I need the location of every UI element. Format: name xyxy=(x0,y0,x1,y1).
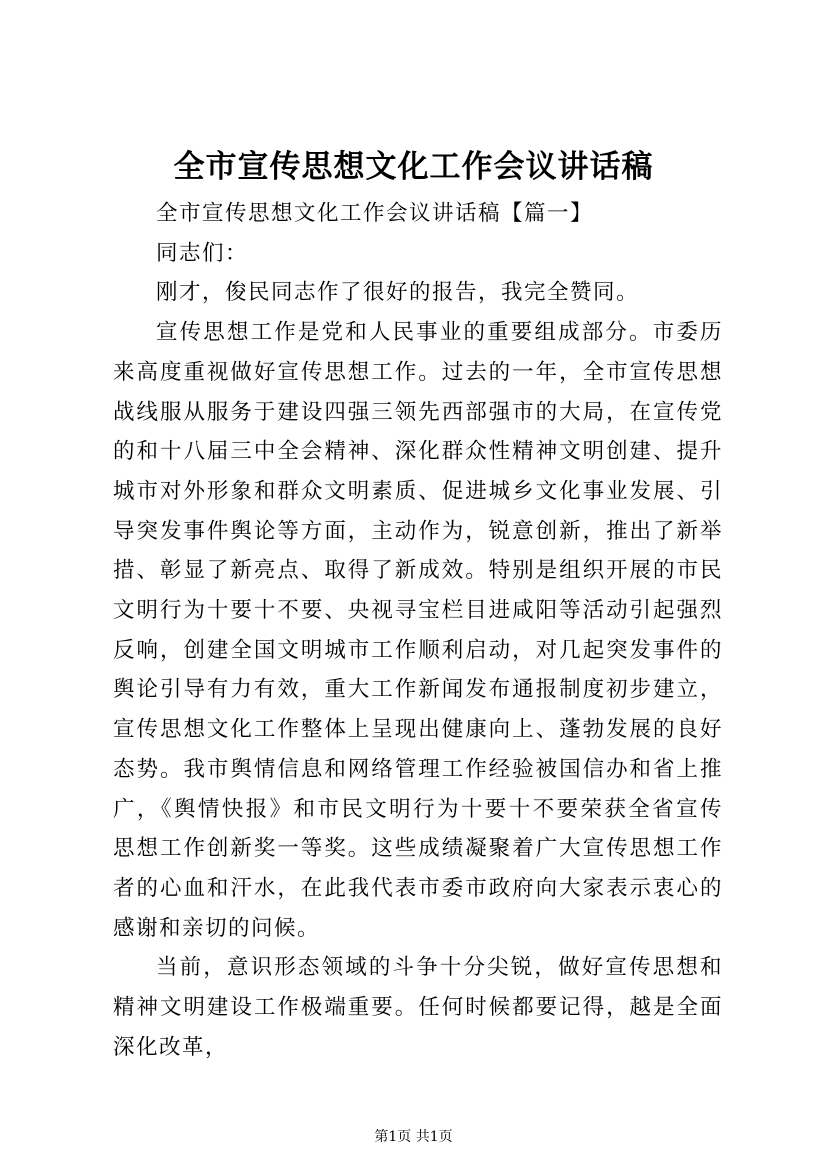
document-body xyxy=(113,194,723,1067)
page-number-footer: 第1页 共1页 xyxy=(374,1129,453,1145)
paragraph-current-situation: 当前，意识形态领域的斗争十分尖锐，做好宣传思想和精神文明建设工作极端重要。任何时候都要记得，越是全面深化改革， xyxy=(113,955,723,1060)
paragraph-achievements: 宣传思想工作是党和人民事业的重要组成部分。市委历来高度重视做好宣传思想工作。过去的一年，全市宣传思想战线服从服务于建设四强三领先西部强市的大局，在宣传党的和十八届三中全会精神、深化群众性精神文明创建、提升城市对外形象和群众文明素质、促进城乡文化事业发展、引导突发事件舆论等方面，主动作为，锐意创新，推出了新举措、彰显了新亮点、取得了新成效。特别是组织开展的市民文明行为十要十不要、央视寻宝栏目进咸阳等活动引起强烈反响，创建全国文明城市工作顺利启动，对几起突发事件的舆论引导有力有效，重大工作新闻发布通报制度初步建立，宣传思想文化工作整体上呈现出健康向上、蓬勃发展的良好态势。我市舆情信息和网络管理工作经验被国信办和省上推广，《舆情快报》和市民文明行为十要十不要荣获全省宣传思想工作创新奖一等奖。这些成绩凝聚着广大宣传思想工作者的心血和汗水，在此我代表市委市政府向大家表示衷心的感谢和亲切的问候。 xyxy=(113,320,723,941)
paragraph-opening: 刚才，俊民同志作了很好的报告，我完全赞同。 xyxy=(156,280,640,306)
paragraph-subtitle: 全市宣传思想文化工作会议讲话稿【篇一】 xyxy=(156,201,594,226)
document-title: 全市宣传思想文化工作会议讲话稿 xyxy=(173,149,654,185)
paragraph-salutation: 同志们： xyxy=(156,240,249,266)
